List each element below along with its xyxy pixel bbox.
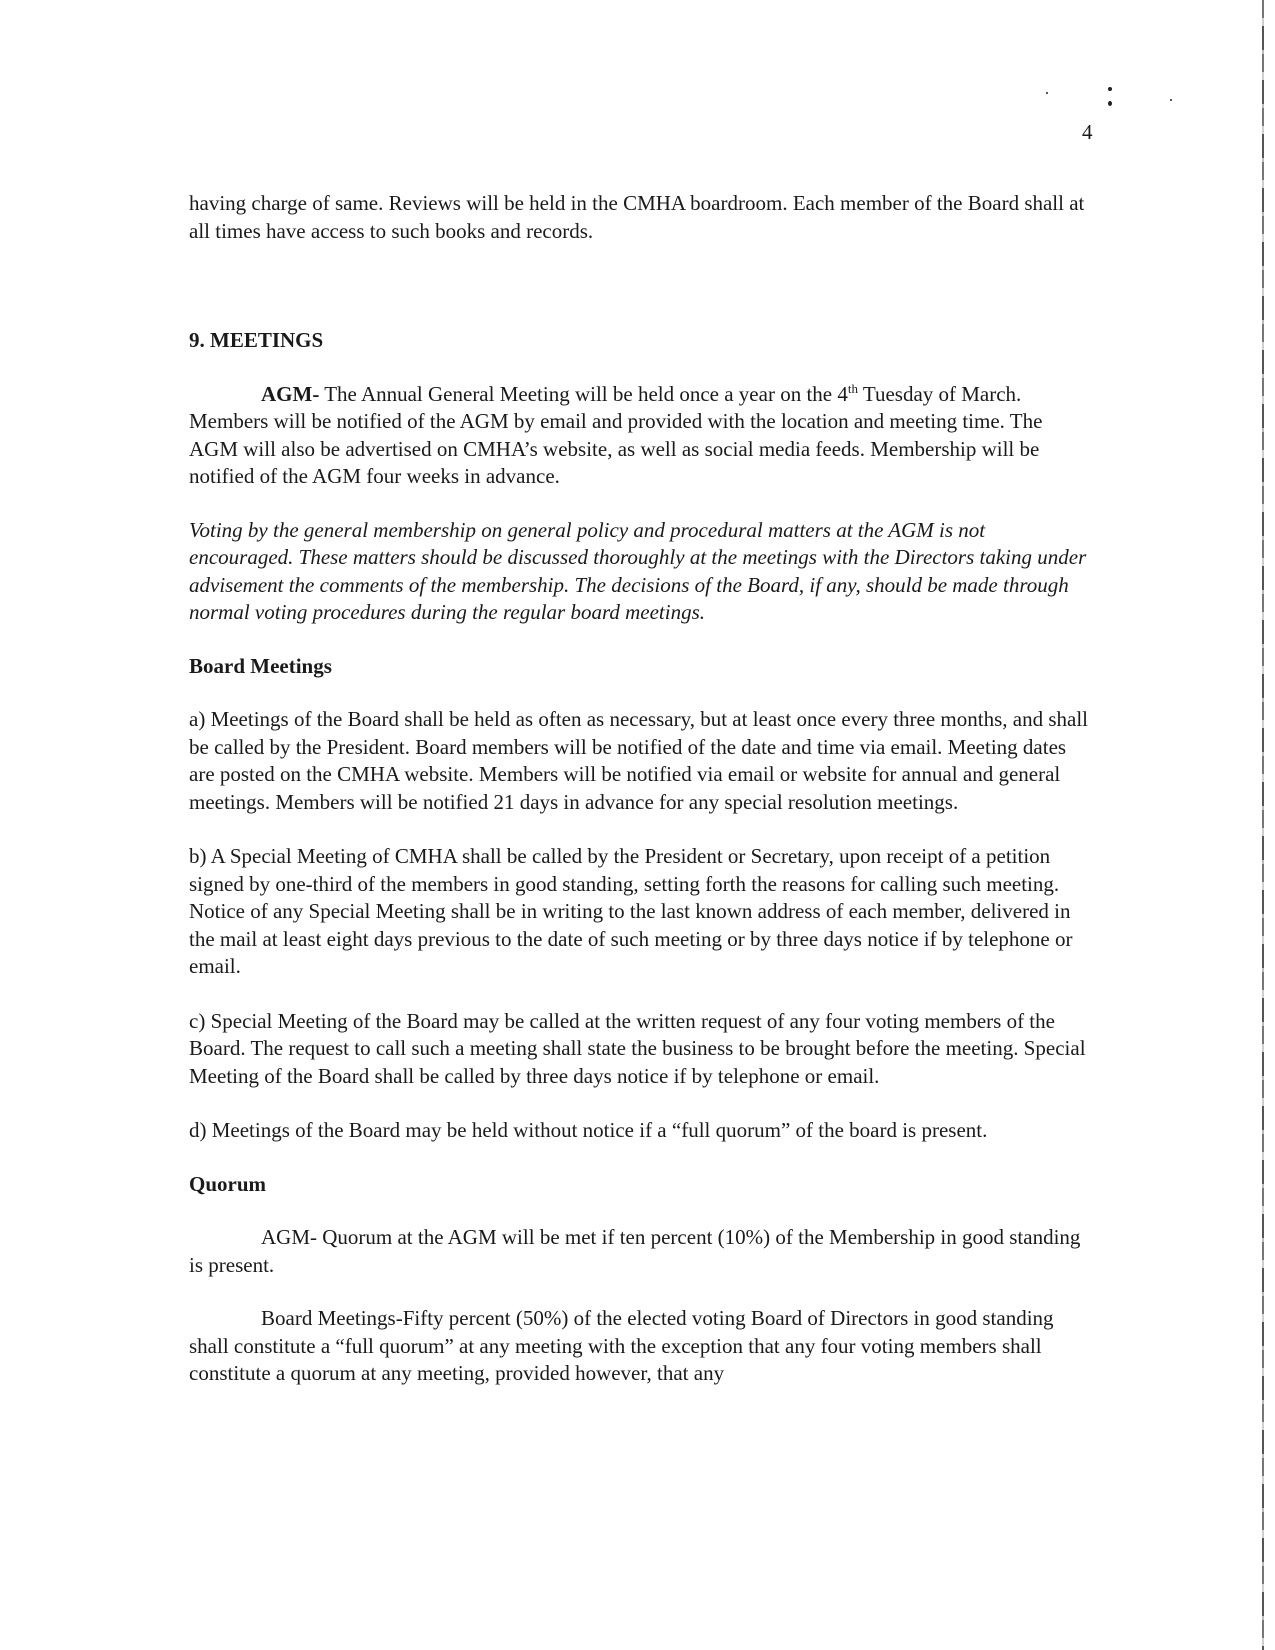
scan-speck (1108, 101, 1112, 106)
page-number: 4 (1082, 120, 1093, 144)
board-meetings-item: b) A Special Meeting of CMHA shall be called by the President or Secretary, upon receipt of a petition signed by one-third of the members in good standing, setting forth the reasons for calling such meeting. Notice of any Special Meeting shall be in writing to the last known address of each member, delivered in the mail at least eight days previous to the date of such meeting or by three days notice if by telephone or email. (189, 844, 1073, 978)
scan-speck (1046, 92, 1048, 94)
quorum-board-paragraph: Board Meetings-Fifty percent (50%) of the elected voting Board of Directors in good standing shall constitute a “full quorum” at any meeting with the exception that any four voting members shall constitute a quorum at any meeting, provided however, that any (189, 1306, 1054, 1385)
scan-speck (1170, 99, 1172, 101)
board-meetings-item: a) Meetings of the Board shall be held as often as necessary, but at least once every three months, and shall be called by the President. Board members will be notified of the date and time via email. Meeting dates are posted on the CMHA website. Members will be notified via email or website for annual and general meetings. Members will be notified 21 days in advance for any special resolution meetings. (189, 707, 1089, 814)
scan-speck (1108, 87, 1112, 91)
intro-paragraph: having charge of same. Reviews will be held in the CMHA boardroom. Each member of the Board shall at all times have access to such books and records. (189, 191, 1085, 243)
agm-paragraph (189, 381, 1089, 491)
agm-ordinal-suffix: th (847, 380, 858, 396)
agm-voting-note: Voting by the general membership on general policy and procedural matters at the AGM is not encouraged. These matters should be discussed thoroughly at the meetings with the Directors taking under advisement the comments of the membership. The decisions of the Board, if any, should be made through normal voting procedures during the regular board meetings. (189, 517, 1087, 624)
agm-label: AGM- (261, 381, 320, 406)
document-body (189, 190, 1089, 1388)
board-meetings-heading: Board Meetings (189, 653, 332, 678)
board-meetings-item: d) Meetings of the Board may be held without notice if a “full quorum” of the board is present. (189, 1118, 988, 1142)
quorum-heading: Quorum (189, 1171, 267, 1196)
board-meetings-item: c) Special Meeting of the Board may be called at the written request of any four voting members of the Board. The request to call such a meeting shall state the business to be brought before the meeting. Special Meeting of the Board shall be called by three days notice if by telephone or email. (189, 1008, 1086, 1088)
quorum-agm-paragraph: AGM- Quorum at the AGM will be met if ten percent (10%) of the Membership in good standing is present. (189, 1225, 1081, 1277)
agm-text-start: The Annual General Meeting will be held once a year on the 4 (319, 381, 848, 406)
agm-text-end: Tuesday of March. Members will be notified of the AGM by email and provided with the location and meeting time. The AGM will also be advertised on CMHA’s website, as well as social media feeds. Membership will be notified of the AGM four weeks in advance. (189, 381, 1043, 488)
section-heading: 9. MEETINGS (189, 328, 324, 352)
scan-edge-artifact (1262, 0, 1264, 1650)
